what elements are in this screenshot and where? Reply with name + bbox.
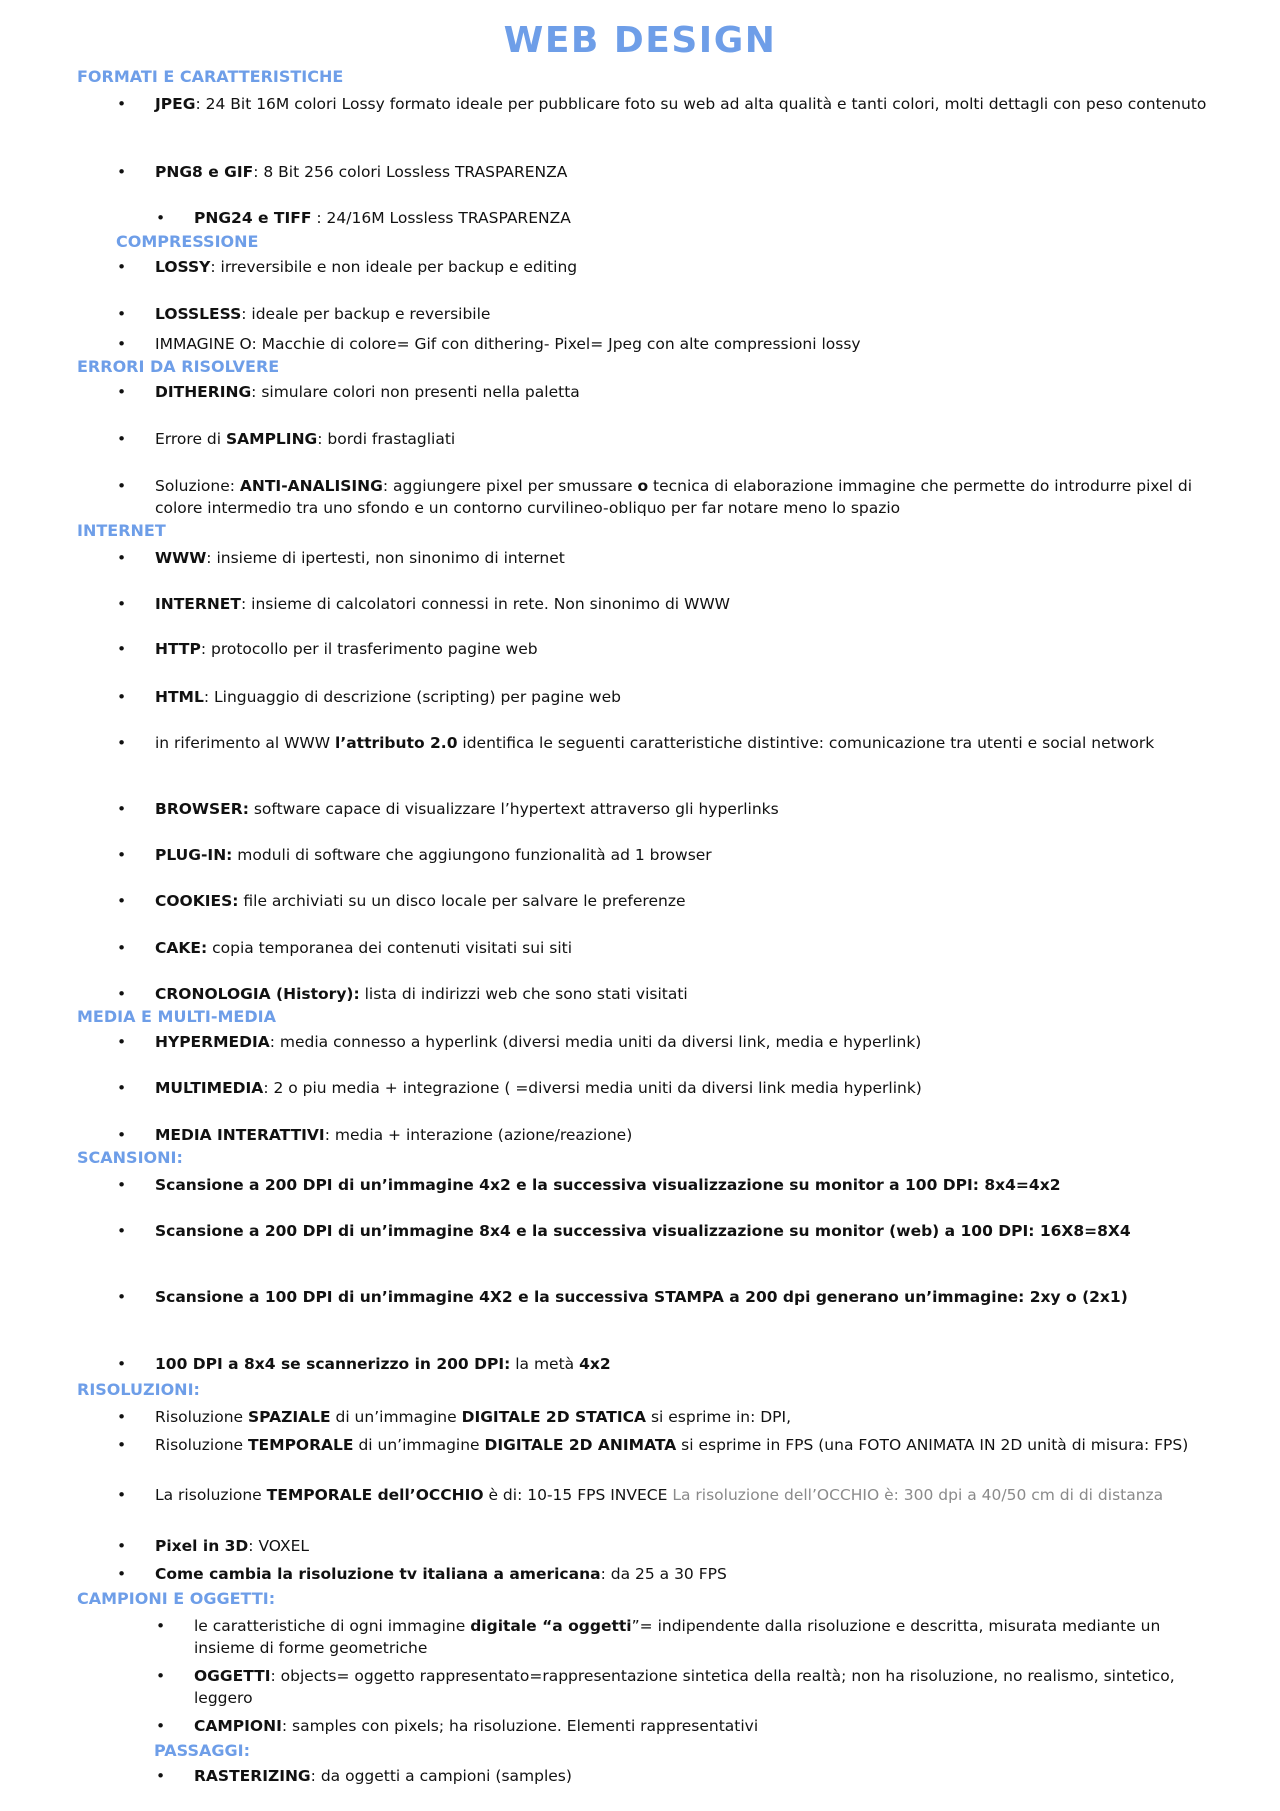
- page-title: WEB DESIGN: [503, 20, 777, 61]
- section-heading-formati: FORMATI E CARATTERISTICHE: [77, 67, 344, 86]
- section-heading-compressione: COMPRESSIONE: [116, 232, 259, 251]
- list-item-campioni: • CAMPIONI: samples con pixels; ha risoluzione. Elementi rappresentativi: [194, 1715, 1204, 1737]
- section-heading-errori: ERRORI DA RISOLVERE: [77, 357, 280, 376]
- list-item-immagine-o: • IMMAGINE O: Macchie di colore= Gif con dithering- Pixel= Jpeg con alte compressioni lossy: [155, 333, 1210, 355]
- list-item-html: • HTML: Linguaggio di descrizione (scripting) per pagine web: [155, 686, 1210, 708]
- section-heading-passaggi: PASSAGGI:: [154, 1741, 250, 1760]
- list-item-voxel: • Pixel in 3D: VOXEL: [155, 1535, 1210, 1557]
- list-item-web-2-0: • in riferimento al WWW l’attributo 2.0 identifica le seguenti caratteristiche distintive: comunicazione tra utenti e social network: [155, 732, 1210, 754]
- list-item-scansione-4: • 100 DPI a 8x4 se scannerizzo in 200 DPI: la metà 4x2: [155, 1353, 1210, 1375]
- list-item-anti-aliasing: • Soluzione: ANTI-ANALISING: aggiungere pixel per smussare o tecnica di elaborazione immagine che permette do introdurre pixel di colore intermedio tra uno sfondo e un contorno curvilineo-obliquo per far notare meno lo spazio: [155, 475, 1210, 519]
- list-item-dithering: • DITHERING: simulare colori non presenti nella paletta: [155, 381, 1210, 403]
- list-item-rasterizing: • RASTERIZING: da oggetti a campioni (samples): [194, 1765, 1204, 1787]
- list-item-internet: • INTERNET: insieme di calcolatori connessi in rete. Non sinonimo di WWW: [155, 593, 1210, 615]
- list-item-cake: • CAKE: copia temporanea dei contenuti visitati sui siti: [155, 937, 1210, 959]
- list-item-scansione-2: • Scansione a 200 DPI di un’immagine 8x4 e la successiva visualizzazione su monitor (web) a 100 DPI: 16X8=8X4: [155, 1220, 1210, 1242]
- section-heading-campioni: CAMPIONI E OGGETTI:: [77, 1589, 276, 1608]
- list-item-jpeg: • JPEG: 24 Bit 16M colori Lossy formato ideale per pubblicare foto su web ad alta qualità e tanti colori, molti dettagli con peso contenuto: [155, 93, 1210, 115]
- section-heading-scansioni: SCANSIONI:: [77, 1148, 183, 1167]
- list-item-risoluzione-occhio: • La risoluzione TEMPORALE dell’OCCHIO è di: 10-15 FPS INVECE La risoluzione dell’OCCHIO è: 300 dpi a 40/50 cm di di distanza: [155, 1484, 1210, 1506]
- list-item-hypermedia: • HYPERMEDIA: media connesso a hyperlink (diversi media uniti da diversi link, media e hyperlink): [155, 1031, 1210, 1053]
- list-item-http: • HTTP: protocollo per il trasferimento pagine web: [155, 638, 1210, 660]
- list-item-risoluzione-spaziale: • Risoluzione SPAZIALE di un’immagine DIGITALE 2D STATICA si esprime in: DPI,: [155, 1406, 1210, 1428]
- list-item-cookies: • COOKIES: file archiviati su un disco locale per salvare le preferenze: [155, 890, 1210, 912]
- list-item-cronologia: • CRONOLOGIA (History): lista di indirizzi web che sono stati visitati: [155, 983, 1210, 1005]
- list-item-media-interattivi: • MEDIA INTERATTIVI: media + interazione (azione/reazione): [155, 1124, 1210, 1146]
- list-item-sampling: • Errore di SAMPLING: bordi frastagliati: [155, 428, 1210, 450]
- list-item-png24-tiff: • PNG24 e TIFF : 24/16M Lossless TRASPARENZA: [194, 207, 1204, 229]
- section-heading-media: MEDIA E MULTI-MEDIA: [77, 1007, 276, 1026]
- list-item-scansione-3: • Scansione a 100 DPI di un’immagine 4X2 e la successiva STAMPA a 200 dpi generano un’immagine: 2xy o (2x1): [155, 1286, 1210, 1308]
- list-item-scansione-1: • Scansione a 200 DPI di un’immagine 4x2 e la successiva visualizzazione su monitor a 100 DPI: 8x4=4x2: [155, 1174, 1210, 1196]
- list-item-digitale-oggetti: • le caratteristiche di ogni immagine digitale “a oggetti”= indipendente dalla risoluzione e descritta, misurata mediante un insieme di forme geometriche: [194, 1615, 1204, 1659]
- list-item-browser: • BROWSER: software capace di visualizzare l’hypertext attraverso gli hyperlinks: [155, 798, 1210, 820]
- section-heading-internet: INTERNET: [77, 521, 166, 540]
- list-item-tv-fps: • Come cambia la risoluzione tv italiana a americana: da 25 a 30 FPS: [155, 1563, 1210, 1585]
- list-item-risoluzione-temporale: • Risoluzione TEMPORALE di un’immagine DIGITALE 2D ANIMATA si esprime in FPS (una FOTO ANIMATA IN 2D unità di misura: FPS): [155, 1434, 1210, 1456]
- list-item-png8-gif: • PNG8 e GIF: 8 Bit 256 colori Lossless TRASPARENZA: [155, 161, 1210, 183]
- list-item-lossless: • LOSSLESS: ideale per backup e reversibile: [155, 303, 1210, 325]
- list-item-multimedia: • MULTIMEDIA: 2 o piu media + integrazione ( =diversi media uniti da diversi link media hyperlink): [155, 1077, 1210, 1099]
- section-heading-risoluzioni: RISOLUZIONI:: [77, 1380, 200, 1399]
- list-item-lossy: • LOSSY: irreversibile e non ideale per backup e editing: [155, 256, 1210, 278]
- list-item-www: • WWW: insieme di ipertesti, non sinonimo di internet: [155, 547, 1210, 569]
- list-item-oggetti: • OGGETTI: objects= oggetto rappresentato=rappresentazione sintetica della realtà; non ha risoluzione, no realismo, sintetico, leggero: [194, 1665, 1204, 1709]
- list-item-plug-in: • PLUG-IN: moduli di software che aggiungono funzionalità ad 1 browser: [155, 844, 1210, 866]
